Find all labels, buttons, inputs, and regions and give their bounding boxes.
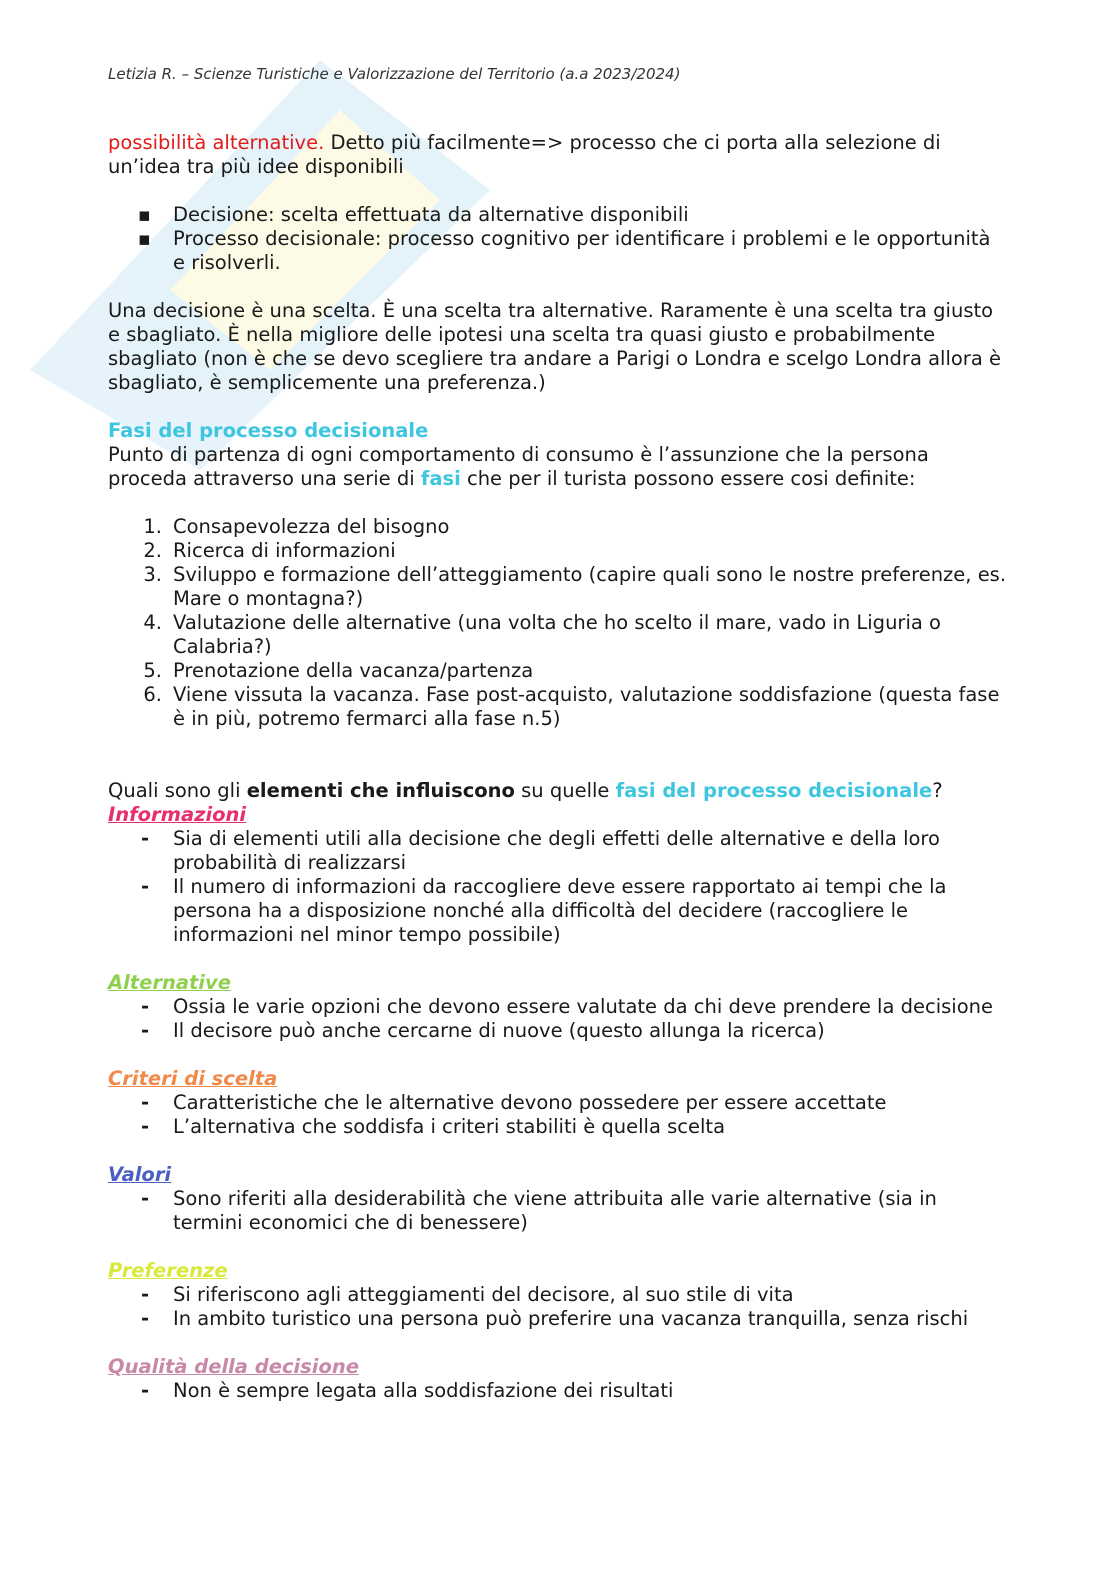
section-item-text: Il numero di informazioni da raccogliere deve essere rapportato ai tempi che la persona ha a disposizione nonché alla difficoltà del decidere (raccogliere le informazioni nel minor tempo possibile) [173,875,947,946]
fasi-intro [108,443,1008,491]
fase-step-number: 4. [143,611,162,634]
fase-step-text: Sviluppo e formazione dell’atteggiamento (capire quali sono le nostre preferenze, es. Mare o montagna?) [173,563,1007,610]
section-item-text: Il decisore può anche cercarne di nuove (questo allunga la ricerca) [173,1019,825,1042]
fasi-intro-text-end: che per il turista possono essere cosi definite: [460,467,916,490]
section-item [108,1379,1008,1403]
section-item-text: Sono riferiti alla desiderabilità che viene attribuita alle varie alternative (sia in termini economici che di benessere) [173,1187,937,1234]
fase-step-text: Prenotazione della vacanza/partenza [173,659,534,682]
document-page [108,60,1008,1403]
section-item [108,1019,1008,1043]
section-item [108,1091,1008,1115]
influence-section [108,1259,1008,1331]
fase-step-number: 6. [143,683,162,706]
fase-step-text: Viene vissuta la vacanza. Fase post-acquisto, valutazione soddisfazione (questa fase è in più, potremo fermarci alla fase n.5) [173,683,1000,730]
definitions-list [108,203,1008,275]
influence-section [108,1067,1008,1139]
fase-step-number: 1. [143,515,162,538]
question-highlight: fasi del processo decisionale [615,779,933,802]
section-list [108,1379,1008,1403]
section-item-text: Non è sempre legata alla soddisfazione dei risultati [173,1379,674,1402]
fasi-heading: Fasi del processo decisionale [108,419,429,442]
section-list [108,1187,1008,1235]
section-list [108,995,1008,1043]
section-title: Informazioni [108,803,247,826]
fase-step-number: 3. [143,563,162,586]
section-item-text: In ambito turistico una persona può preferire una vacanza tranquilla, senza rischi [173,1307,969,1330]
fase-step-number: 2. [143,539,162,562]
section-item-text: L’alternativa che soddisfa i criteri stabiliti è quella scelta [173,1115,726,1138]
section-item-text: Caratteristiche che le alternative devono possedere per essere accettate [173,1091,887,1114]
section-item [108,1187,1008,1235]
influence-sections [108,803,1008,1403]
section-item [108,1283,1008,1307]
section-title: Qualità della decisione [108,1355,359,1378]
section-list [108,1283,1008,1331]
influence-section [108,971,1008,1043]
section-item-text: Ossia le varie opzioni che devono essere valutate da chi deve prendere la decisione [173,995,993,1018]
section-title: Criteri di scelta [108,1067,278,1090]
question-text: Quali sono gli [108,779,247,802]
fasi-intro-text: Punto di partenza di ogni comportamento di consumo è l’assunzione che la persona proceda attraverso una serie di [108,443,929,490]
fase-step-text: Consapevolezza del bisogno [173,515,450,538]
page-header: Letizia R. – Scienze Turistiche e Valorizzazione del Territorio (a.a 2023/2024) [108,65,681,83]
fase-step [108,659,1008,683]
intro-text: Detto più facilmente=> processo che ci porta alla selezione di un’idea tra più idee disponibili [108,131,941,178]
intro-red-text: possibilità alternative. [108,131,325,154]
fase-step [108,563,1008,611]
question-mark: ? [932,779,943,802]
section-item [108,1307,1008,1331]
fase-step-number: 5. [143,659,162,682]
fasi-steps-list [108,515,1008,731]
section-list [108,1091,1008,1139]
influence-section [108,1163,1008,1235]
question-line [108,779,1008,803]
influence-section [108,803,1008,947]
section-list [108,827,1008,947]
definition-item-text: Decisione: scelta effettuata da alternative disponibili [173,203,689,226]
influence-section [108,1355,1008,1403]
section-item [108,827,1008,875]
section-item [108,875,1008,947]
definition-item [108,203,1008,227]
fase-step [108,539,1008,563]
fase-step-text: Valutazione delle alternative (una volta che ho scelto il mare, vado in Liguria o Calabria?) [173,611,941,658]
section-title: Alternative [108,971,231,994]
section-title: Preferenze [108,1259,228,1282]
section-item-text: Sia di elementi utili alla decisione che degli effetti delle alternative e della loro probabilità di realizzarsi [173,827,940,874]
definition-item [108,227,1008,275]
fase-step [108,683,1008,731]
section-title: Valori [108,1163,172,1186]
section-item [108,1115,1008,1139]
question-bold: elementi che influiscono [246,779,515,802]
intro-paragraph [108,131,1008,179]
fase-step-text: Ricerca di informazioni [173,539,396,562]
section-item [108,995,1008,1019]
fase-step [108,515,1008,539]
fasi-highlight: fasi [420,467,461,490]
decision-paragraph: Una decisione è una scelta. È una scelta tra alternative. Raramente è una scelta tra giusto e sbagliato. È nella migliore delle ipotesi una scelta tra quasi giusto e probabilmente sbagliato (non è che se devo scegliere tra andare a Parigi o Londra e scelgo Londra allora è sbagliato, è semplicemente una preferenza.) [108,299,1001,394]
question-text-mid: su quelle [514,779,616,802]
fase-step [108,611,1008,659]
section-item-text: Si riferiscono agli atteggiamenti del decisore, al suo stile di vita [173,1283,794,1306]
definition-item-text: Processo decisionale: processo cognitivo per identificare i problemi e le opportunità e risolverli. [173,227,991,274]
